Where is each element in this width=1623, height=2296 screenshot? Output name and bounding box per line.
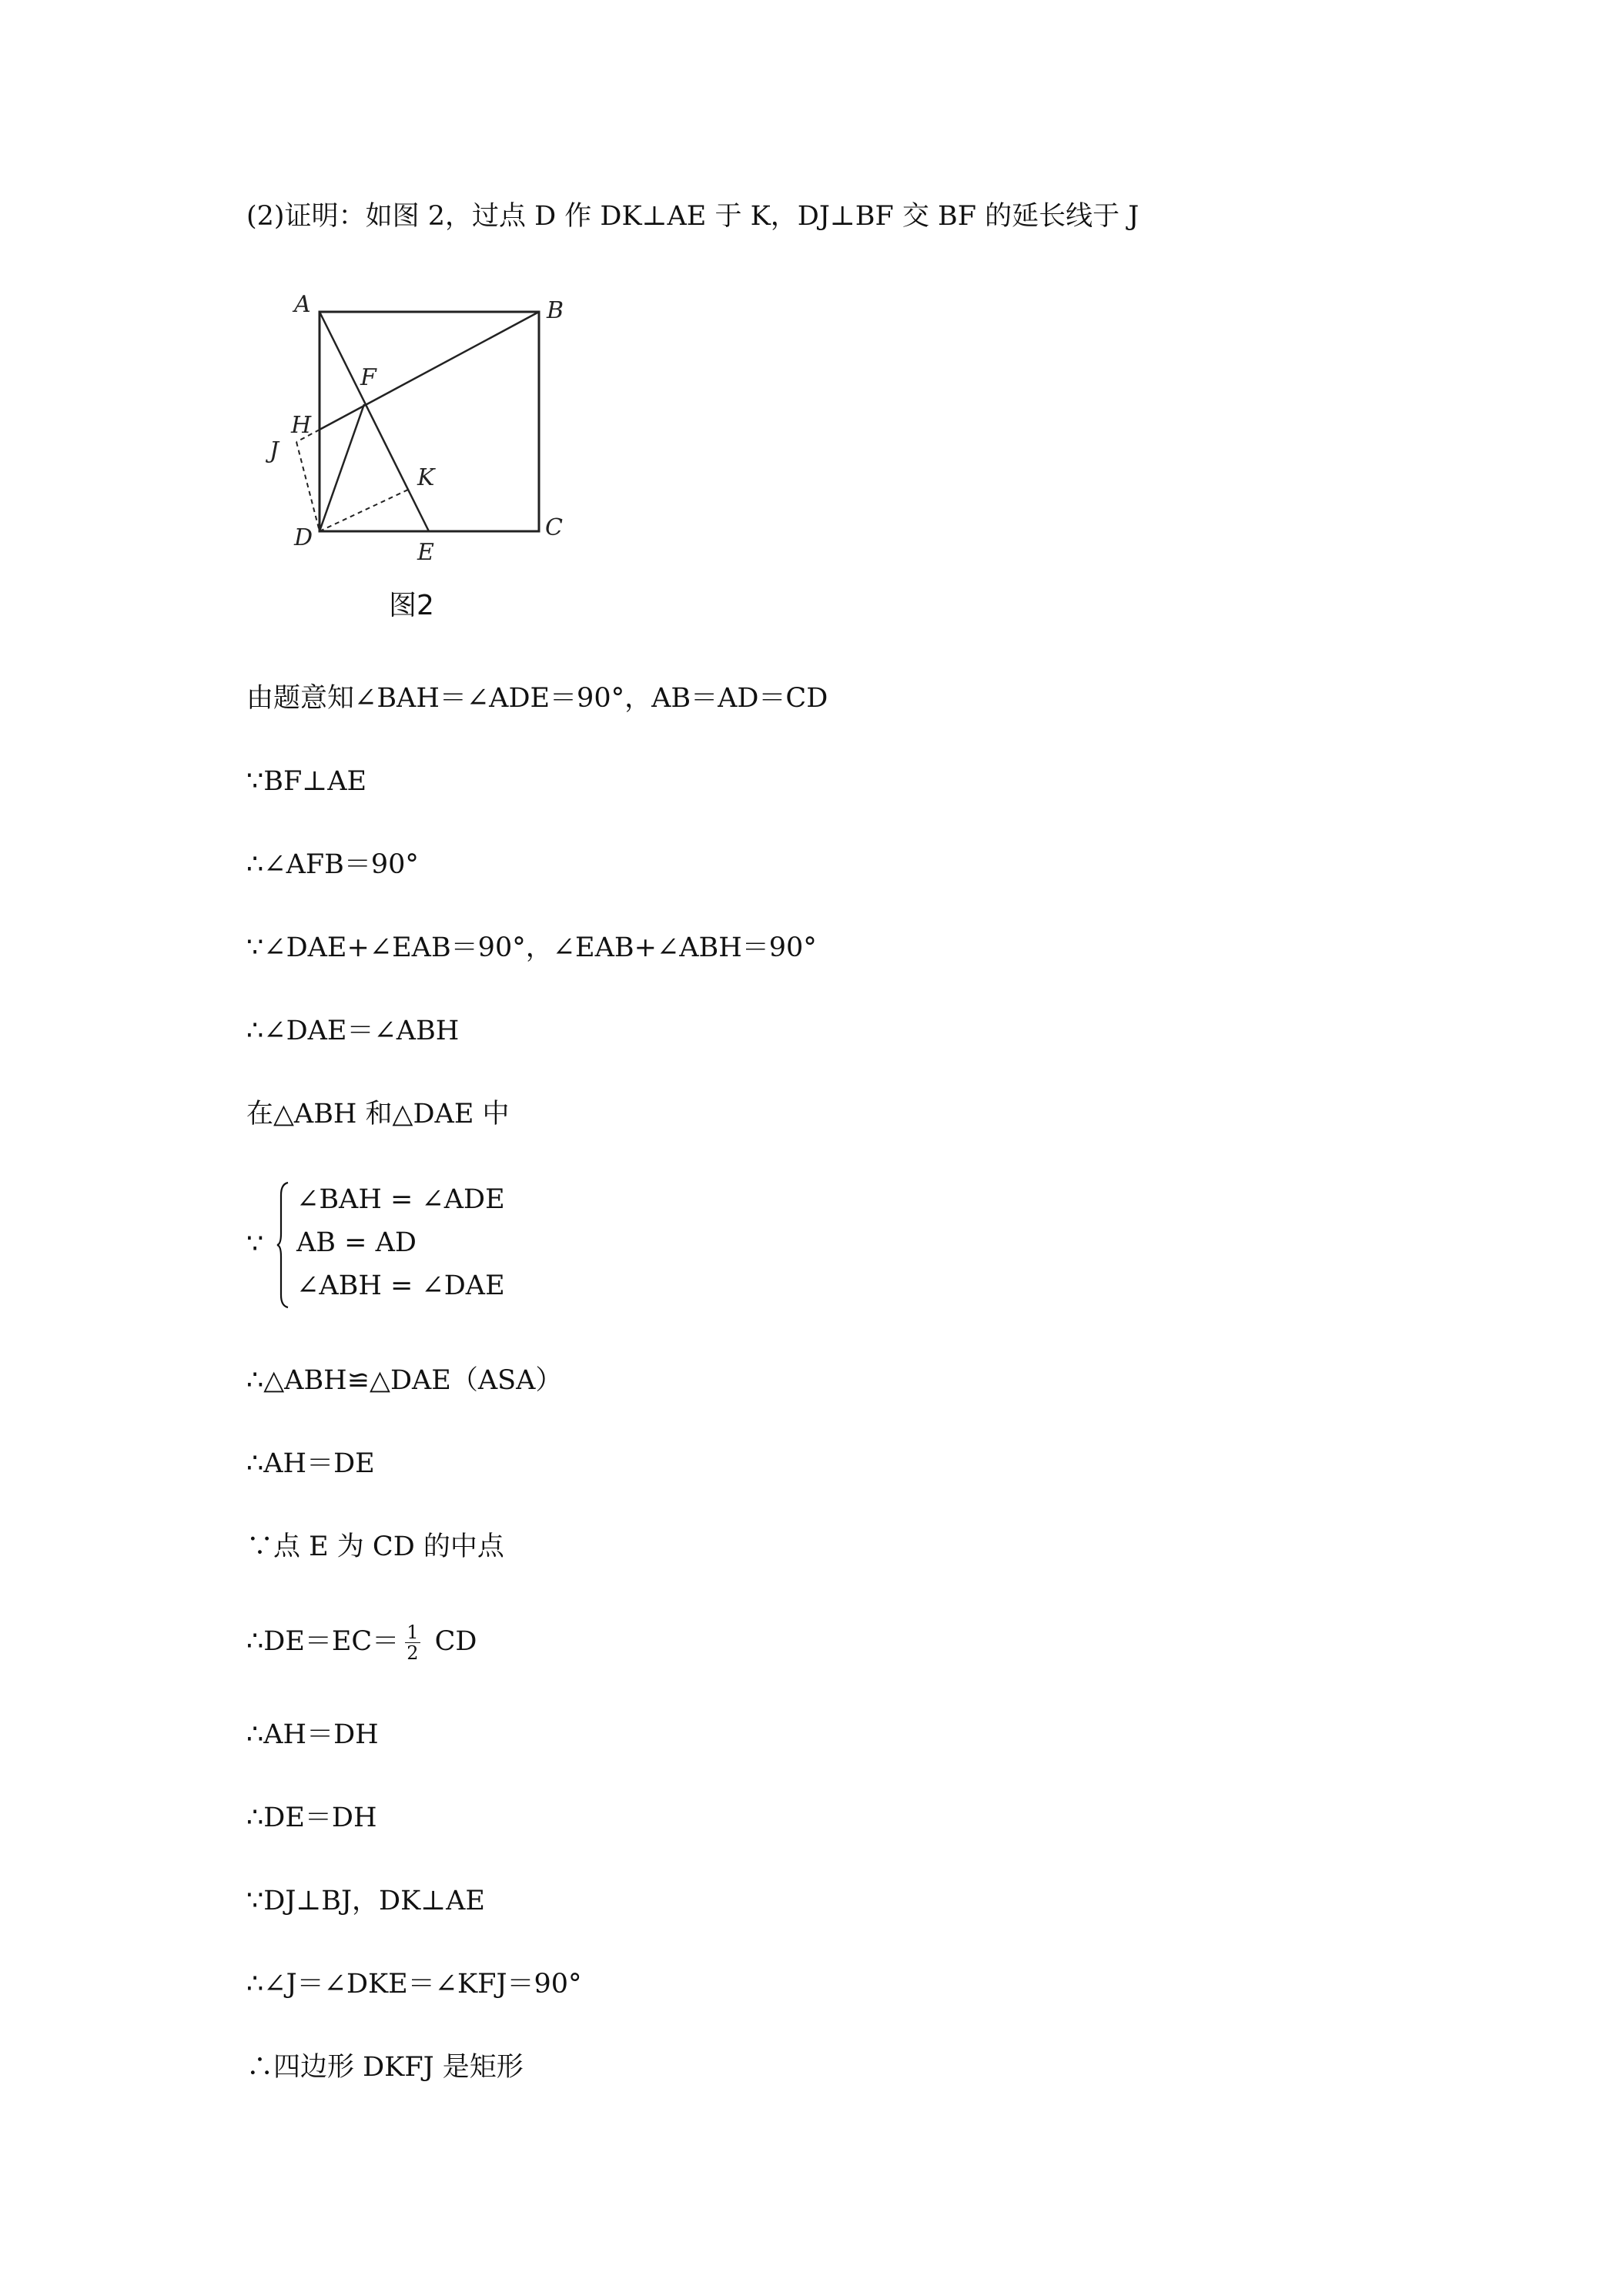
label-j: J [269,437,279,464]
proof-line-2: ∵BF⊥AE [246,766,367,797]
system-brace [276,1180,291,1310]
square-abcd [320,312,539,531]
system-eq-1: ∠BAH = ∠ADE [296,1184,505,1215]
segment-df [320,404,364,531]
proof-line-7: ∴△ABH≌△DAE（ASA） [246,1365,563,1396]
figure-caption: 图2 [389,590,434,621]
proof-line-1: 由题意知∠BAH＝∠ADE＝90°，AB＝AD＝CD [246,683,828,714]
proof-line-6: 在△ABH 和△DAE 中 [246,1099,510,1130]
system-eq-2: AB = AD [296,1227,417,1258]
heading-line: (2)证明：如图 2，过点 D 作 DK⊥AE 于 K，DJ⊥BF 交 BF 的延长线于 J [246,201,1139,232]
label-c: C [545,514,563,541]
label-d: D [294,524,313,551]
proof-line-10 [246,1622,477,1663]
proof-line-8: ∴AH＝DE [246,1448,375,1479]
system-eq-3: ∠ABH = ∠DAE [296,1270,505,1301]
fraction-numerator: 1 [407,1622,419,1643]
line-10-suffix: CD [434,1626,477,1657]
label-a: A [294,291,311,318]
proof-line-11: ∴AH＝DH [246,1719,379,1750]
system-because: ∵ [246,1229,264,1260]
segment-jd-dashed [296,442,320,531]
proof-line-5: ∴∠DAE＝∠ABH [246,1016,460,1046]
proof-line-15: ∴四边形 DKFJ 是矩形 [246,2052,524,2083]
label-f: F [360,364,376,391]
fraction-denominator: 2 [407,1642,419,1664]
proof-line-9: ∵点 E 为 CD 的中点 [246,1531,504,1562]
proof-line-12: ∴DE＝DH [246,1802,377,1833]
line-10-prefix: ∴DE＝EC＝ [246,1626,400,1657]
segment-bh [320,312,539,430]
proof-line-14: ∴∠J＝∠DKE＝∠KFJ＝90° [246,1969,582,2000]
proof-line-13: ∵DJ⊥BJ，DK⊥AE [246,1886,485,1916]
geometry-figure [239,281,585,635]
label-e: E [417,539,434,566]
label-h: H [291,412,312,439]
label-b: B [547,297,564,324]
proof-line-3: ∴∠AFB＝90° [246,849,419,880]
proof-line-4: ∵∠DAE+∠EAB＝90°，∠EAB+∠ABH＝90° [246,932,817,963]
fraction-one-half [405,1622,420,1663]
label-k: K [417,464,435,491]
